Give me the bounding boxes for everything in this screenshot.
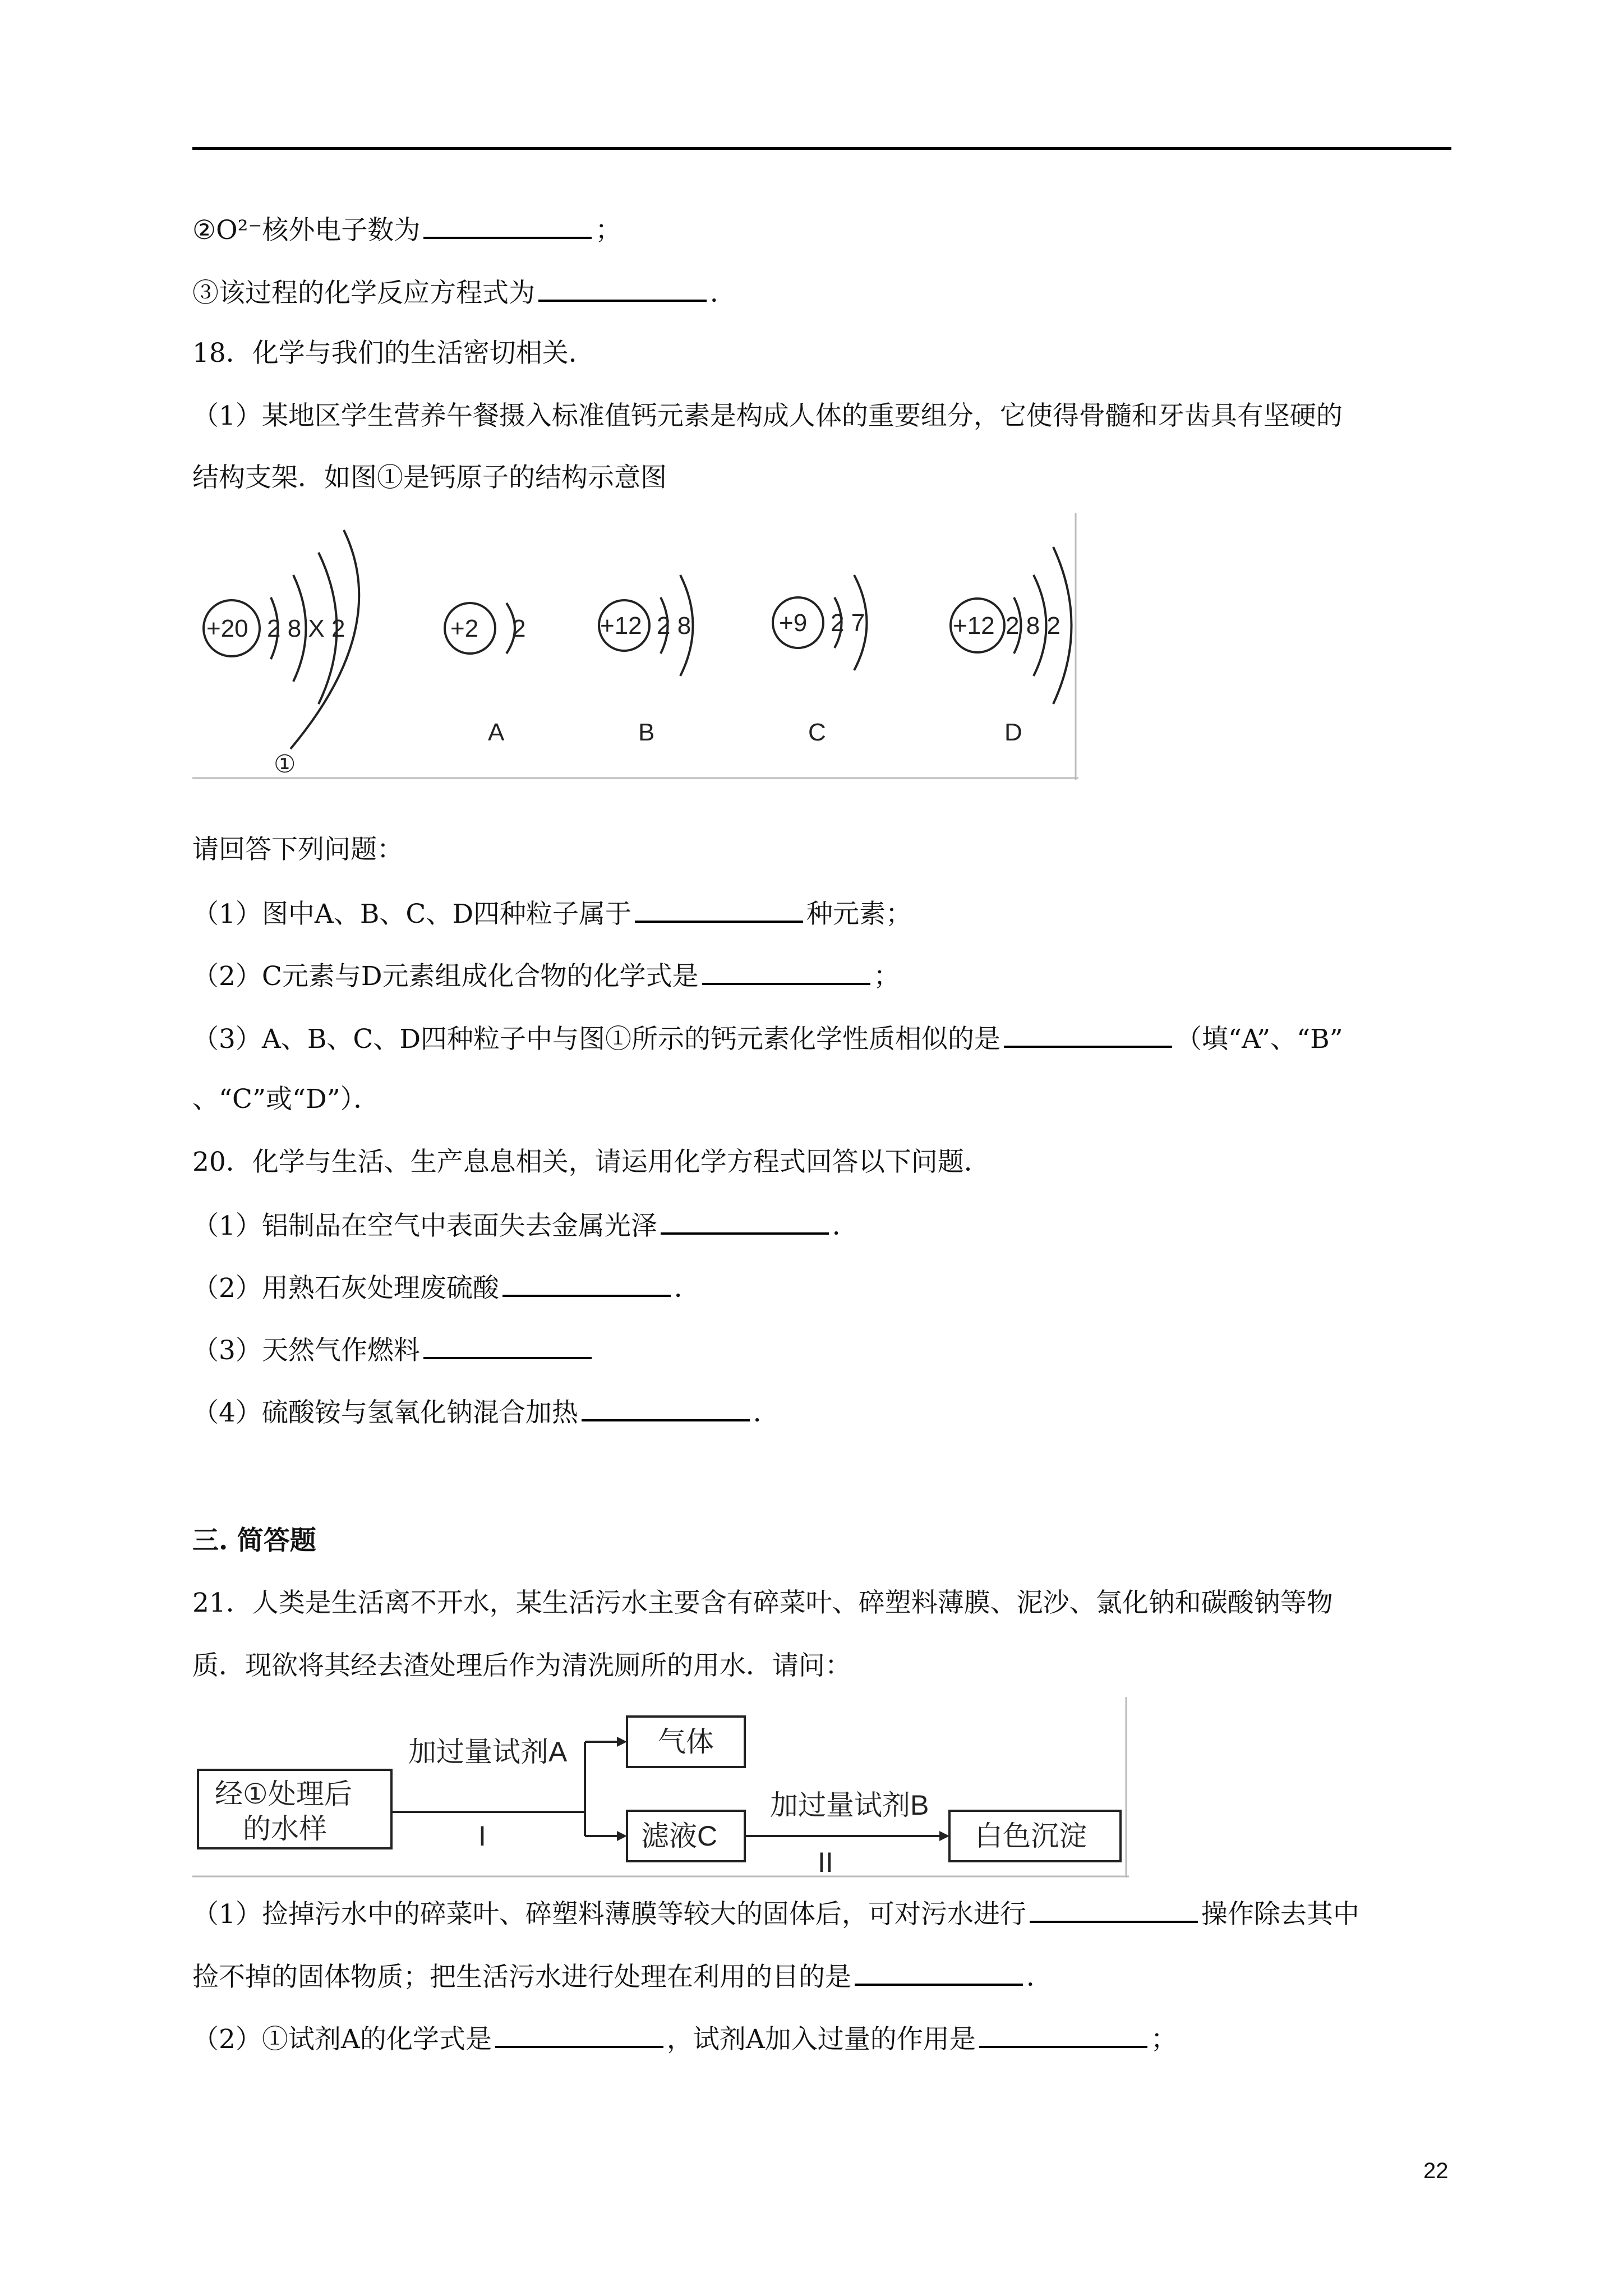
figure-label: ① xyxy=(274,751,296,778)
answer-blank[interactable] xyxy=(702,958,870,985)
flow-precipitate: 白色沉淀 xyxy=(975,1820,1087,1852)
q21-line-2: 质．现欲将其经去渣处理后作为清洗厕所的用水．请问： xyxy=(192,1650,851,1681)
q21-item-2: （2）①试剂A的化学式是 ，试剂A加入过量的作用是 ； xyxy=(192,2021,1177,2056)
electron-shells: 2 xyxy=(512,615,526,642)
answer-blank[interactable] xyxy=(979,2021,1147,2048)
answer-blank[interactable] xyxy=(635,896,803,923)
q20-item-4: （4）硫酸铵与氢氧化钠混合加热 ． xyxy=(192,1395,780,1430)
particle-label: B xyxy=(638,719,655,746)
flow-step1-roman: I xyxy=(478,1820,486,1852)
q17-item-3: ③该过程的化学反应方程式为 ． xyxy=(192,275,736,310)
electron-shells: 2 8 2 xyxy=(1006,612,1061,639)
header-rule xyxy=(192,147,1451,150)
answer-blank[interactable] xyxy=(502,1270,671,1297)
q18-paragraph-line-2: 结构支架．如图①是钙原子的结构示意图 xyxy=(192,462,667,493)
page-number: 22 xyxy=(1423,2159,1449,2183)
q18-item-3: （3）A、B、C、D四种粒子中与图①所示的钙元素化学性质相似的是 （填“A”、“B” xyxy=(192,1021,1343,1056)
q18-ask: 请回答下列问题： xyxy=(192,834,403,865)
q20-title: 20．化学与生活、生产息息相关，请运用化学方程式回答以下问题． xyxy=(192,1147,990,1177)
answer-blank[interactable] xyxy=(661,1208,829,1235)
q18-item-2: （2）C元素与D元素组成化合物的化学式是 ； xyxy=(192,958,900,993)
atom-structure-figure xyxy=(192,513,1078,780)
nucleus-charge: +12 xyxy=(600,612,642,639)
flow-step2-roman: II xyxy=(818,1847,833,1878)
flow-start-line-1: 经①处理后 xyxy=(215,1778,352,1810)
q18-item-3-cont: 、“C”或“D”）． xyxy=(192,1084,380,1115)
q18-item-1: （1）图中A、B、C、D四种粒子属于 种元素； xyxy=(192,896,912,931)
q20-item-1: （1）铝制品在空气中表面失去金属光泽 ． xyxy=(192,1208,859,1243)
particle-label: A xyxy=(488,719,505,746)
answer-blank[interactable] xyxy=(538,275,707,302)
answer-blank[interactable] xyxy=(1004,1021,1172,1048)
electron-shells: 2 7 xyxy=(831,609,865,637)
nucleus-charge: +12 xyxy=(953,612,995,639)
electron-shells: 2 8 xyxy=(657,612,691,639)
electron-shells: 2 8 X 2 xyxy=(267,615,345,642)
flow-step2-label: 加过量试剂B xyxy=(770,1789,929,1821)
flow-start-line-2: 的水样 xyxy=(243,1813,327,1844)
q21-line-1: 21．人类是生活离不开水，某生活污水主要含有碎菜叶、碎塑料薄膜、泥沙、氯化钠和碳酸钠等物 xyxy=(192,1588,1333,1618)
q18-title: 18．化学与我们的生活密切相关． xyxy=(192,338,595,369)
flow-filtrate: 滤液C xyxy=(641,1820,718,1852)
answer-blank[interactable] xyxy=(1030,1896,1198,1923)
answer-blank[interactable] xyxy=(582,1395,750,1421)
flow-gas: 气体 xyxy=(658,1726,714,1757)
q17-item-2: ②O²⁻核外电子数为 ； xyxy=(192,212,621,247)
answer-blank[interactable] xyxy=(423,212,592,239)
answer-blank[interactable] xyxy=(855,1959,1023,1986)
flow-step1-label: 加过量试剂A xyxy=(408,1736,568,1768)
water-treatment-flowchart xyxy=(192,1697,1129,1879)
answer-blank[interactable] xyxy=(495,2021,663,2048)
nucleus-charge: +20 xyxy=(206,615,248,642)
particle-label: C xyxy=(808,719,826,746)
section-heading: 三. 简答题 xyxy=(192,1525,316,1556)
q20-item-2: （2）用熟石灰处理废硫酸 ． xyxy=(192,1270,700,1305)
q21-item-1: （1）捡掉污水中的碎菜叶、碎塑料薄膜等较大的固体后，可对污水进行 操作除去其中 xyxy=(192,1896,1359,1931)
q21-item-1-cont: 捡不掉的固体物质；把生活污水进行处理在利用的目的是 ． xyxy=(192,1959,1053,1994)
answer-blank[interactable] xyxy=(423,1332,592,1359)
particle-label: D xyxy=(1004,719,1022,746)
q18-paragraph-line-1: （1）某地区学生营养午餐摄入标准值钙元素是构成人体的重要组分，它使得骨髓和牙齿具有坚硬的 xyxy=(192,401,1343,431)
nucleus-charge: +2 xyxy=(450,615,479,642)
q20-item-3: （3）天然气作燃料 xyxy=(192,1332,595,1368)
nucleus-charge: +9 xyxy=(779,609,808,637)
